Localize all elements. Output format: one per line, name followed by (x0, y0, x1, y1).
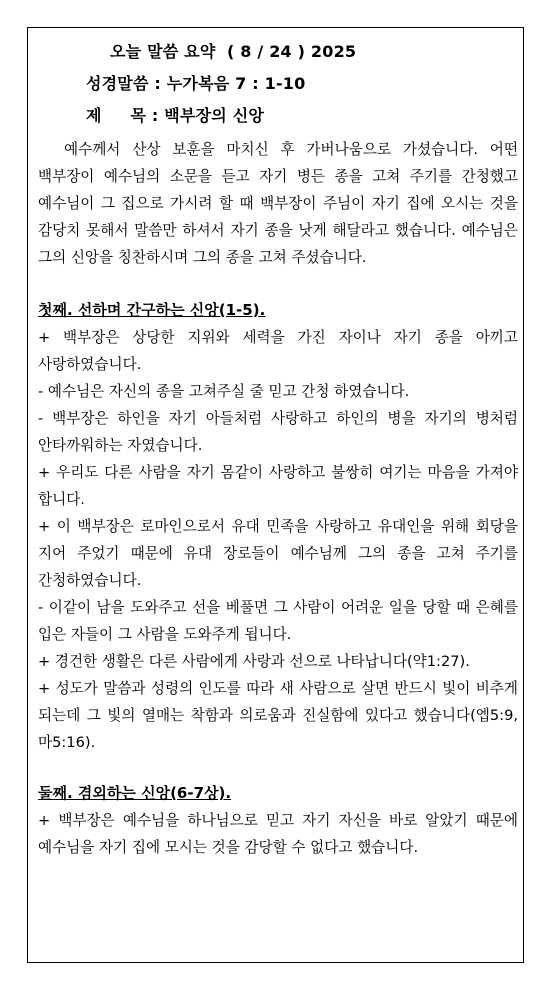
list-item: - 백부장은 하인을 자기 아들처럼 사랑하고 하인의 병을 자기의 병처럼 안타까워하는 자였습니다. (38, 410, 518, 454)
summary-title: 오늘 말씀 요약 ( 8 / 24 ) 2025 (110, 42, 357, 61)
scripture-reference: 성경말씀 : 누가복음 7 : 1-10 (86, 74, 306, 93)
section-heading-second: 둘째. 겸외하는 신앙(6-7상). (38, 784, 232, 802)
sermon-summary-box (27, 27, 524, 963)
list-item: + 이 백부장은 로마인으로서 유대 민족을 사랑하고 유대인을 위해 회당을 지어 주었기 때문에 유대 장로들이 예수님께 그의 종을 고쳐 주기를 간청하였습니다. (38, 518, 518, 589)
section-heading-first: 첫째. 선하며 간구하는 신앙(1-5). (38, 301, 266, 319)
sermon-subject: 제 목 : 백부장의 신앙 (86, 106, 265, 125)
list-item: + 백부장은 상당한 지위와 세력을 가진 자이나 자기 종을 아끼고 사랑하였습니다. (38, 329, 518, 373)
list-item: + 백부장은 예수님을 하나님으로 믿고 자기 자신을 바로 알았기 때문에 예수님을 자기 집에 모시는 것을 감당할 수 없다고 했습니다. (38, 812, 518, 856)
list-item: + 경건한 생활은 다른 사람에게 사랑과 선으로 나타납니다(약1:27). (38, 653, 470, 670)
list-item: + 성도가 말씀과 성령의 인도를 따라 새 사람으로 살면 반드시 빛이 비추게 되는데 그 빛의 열매는 착함과 의로움과 진실함에 있다고 했습니다(엡5:9, 마5:16). (38, 680, 518, 751)
list-item: - 이같이 남을 도와주고 선을 베풀면 그 사람이 어려운 일을 당할 때 은혜를 입은 자들이 그 사람을 도와주게 됩니다. (38, 599, 518, 643)
sermon-content (38, 36, 518, 861)
list-item: + 우리도 다른 사람을 자기 몸같이 사랑하고 불쌍히 여기는 마음을 가져야 합니다. (38, 464, 518, 508)
intro-paragraph: 예수께서 산상 보훈을 마치신 후 가버나움으로 가셨습니다. 어떤 백부장이 예수님의 소문을 듣고 자기 병든 종을 고쳐 주기를 간청했고 예수님이 그 집으로 가시려 할 때 백부장이 주님이 자기 집에 오시는 것을 감당치 못해서 말씀만 하셔서 자기 종을 낫게 해달라고 했습니다. 예수님은 그의 신앙을 칭찬하시며 그의 종을 고쳐 주셨습니다. (38, 141, 518, 266)
list-item: - 예수님은 자신의 종을 고쳐주실 줄 믿고 간청 하였습니다. (38, 383, 410, 400)
